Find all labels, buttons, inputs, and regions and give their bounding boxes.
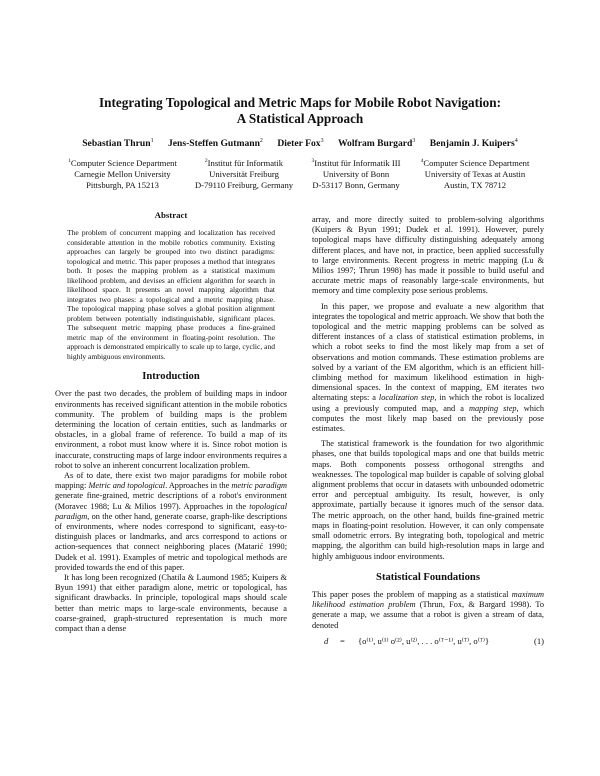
affiliation: $^2$Institut für Informatik Universität Freiburg D-79110 Freiburg, Germany: [194, 157, 294, 190]
equation-number: (1): [533, 635, 544, 646]
body-paragraph: In this paper, we propose and evaluate a new algorithm that integrates the topological and metric approach. We show that both the topological and the metric mapping problems can be solved as different instances of a class of statistical estimation problems, in which a robot seeks to find the most likely map from a set of observations and motion commands. These estimation problems are solved by a variant of the EM algorithm, which is an efficient hill-climbing method for maximum likelihood estimation in high-dimensional spaces. In the context of mapping, EM iterates two alternating steps: a localization step, in which the robot is localized using a previously computed map, and a mapping step, which computes the most likely map based on the previously pose estimates.: [312, 301, 545, 434]
abstract-heading: Abstract: [154, 210, 188, 220]
right-column: [312, 215, 544, 650]
affiliation: $^3$Institut für Informatik III University of Bonn D-53117 Bonn, Germany: [311, 157, 401, 190]
author-list: [40, 138, 560, 149]
body-paragraph: array, and more directly suited to problem-solving algorithms (Kuipers & Byun 1991; Dudek et al. 1991). However, purely topological maps have difficulty distinguishing adequately among different places, and have not, in practice, been applied successfully to large environments. Recent progress in metric mapping (Lu & Milios 1997; Thrun 1998) has made it possible to build useful and accurate metric maps of reasonably large-scale environments, but memory and time complexity pose serious problems.: [312, 215, 544, 296]
equation-rhs: {o⁽¹⁾, u⁽¹⁾ o⁽²⁾, u⁽²⁾, . . . o⁽ᵀ⁻¹⁾, u⁽ᵀ⁾, o⁽ᵀ⁾}: [358, 635, 490, 646]
affiliation: $^1$Computer Science Department Carnegie Mellon University Pittsburgh, PA 15213: [68, 157, 177, 190]
author: Jens-Steffen Gutmann$^2$: [167, 138, 263, 150]
section-heading-introduction: Introduction: [142, 371, 200, 383]
author: Benjamin J. Kuipers$^4$: [429, 138, 518, 150]
paper-title-line-1: Integrating Topological and Metric Maps for Mobile Robot Navigation:: [99, 95, 501, 110]
author: Sebastian Thrun$^1$: [82, 138, 154, 150]
body-paragraph: The statistical framework is the foundation for two algorithmic phases, one that builds topological maps and one that builds metric maps. Both components possess orthogonal strengths and weaknesses. The topological map builder is capable of solving global alignment problems that occur in datasets with unbounded odometric error and perceptual ambiguity. Its result, however, is only approximate, partially because it ignores much of the sensor data. The metric approach, on the other hand, builds fine-grained metric maps in floating-point resolution. However, it can only compensate small odometric errors. By integrating both, topological and metric mapping, the algorithm can build high-resolution maps in large and highly ambiguous indoor environments.: [312, 439, 544, 561]
author: Wolfram Burgard$^3$: [337, 138, 416, 150]
intro-paragraph-2: As of to date, there exist two major paradigms for mobile robot mapping: Metric and topological. Approaches in the metric paradigm generate fine-grained, metric descriptions of a robot's environment (Moravec 1988; Lu & Milios 1997). Approaches in the topological paradigm, on the other hand, generate coarse, graph-like descriptions of environments, where nodes correspond to significant, easy-to-distinguish places or landmarks, and arcs correspond to actions or action-sequences that connect neighboring places (Matarić 1990; Dudek et al. 1991). Examples of metric and topological methods are provided towards the end of this paper.: [55, 471, 287, 572]
equation-1: [312, 636, 544, 650]
foundations-paragraph: This paper poses the problem of mapping as a statistical maximum likelihood estimation problem (Thrun, Fox, & Bargard 1998). To generate a map, we assume that a robot is given a stream of data, denoted: [312, 589, 544, 630]
paper-title-line-2: A Statistical Approach: [236, 111, 364, 126]
author: Dieter Fox$^3$: [277, 138, 324, 150]
intro-paragraph-3: It has long been recognized (Chatila & Laumond 1985; Kuipers & Byun 1991) that either paradigm alone, metric or topological, has significant drawbacks. In principle, topological maps should scale better than metric maps to large-scale environments, because a coarse-grained, graph-structured representation is much more compact than a dense: [55, 573, 287, 634]
left-column: [55, 210, 287, 634]
equation-lhs: d: [324, 635, 329, 646]
abstract-text: The problem of concurrent mapping and localization has received considerable attention in the mobile robotics community. Existing approaches can largely be grouped into two distinct paradigms: topological and metric. This paper proposes a method that integrates both. It poses the mapping problem as a statistical maximum likelihood problem, and devises an efficient algorithm for search in likelihood space. It presents an novel mapping algorithm that integrates two phases: a topological and a metric mapping phase. The topological mapping phase solves a global position alignment problem between potentially indistinguishable, significant places. The subsequent metric mapping phase produces a fine-grained metric map of the environment in floating-point resolution. The approach is demonstrated empirically to scale up to large, cyclic, and highly ambiguous environments.: [67, 228, 275, 361]
equation-equals: =: [340, 635, 345, 646]
affiliation: $^4$Computer Science Department University of Texas at Austin Austin, TX 78712: [420, 157, 530, 190]
intro-paragraph-1: Over the past two decades, the problem of building maps in indoor environments has received significant attention in the mobile robotics community. The problem of building maps is the problem determining the location of certain entities, such as landmarks or obstacles, in a global frame of reference. To build a map of its environment, a robot must know where it is. Since robot motion is inaccurate, constructing maps of large indoor environments requires a robot to solve an inherent concurrent localization problem.: [55, 389, 287, 470]
section-heading-statistical-foundations: Statistical Foundations: [376, 571, 480, 583]
